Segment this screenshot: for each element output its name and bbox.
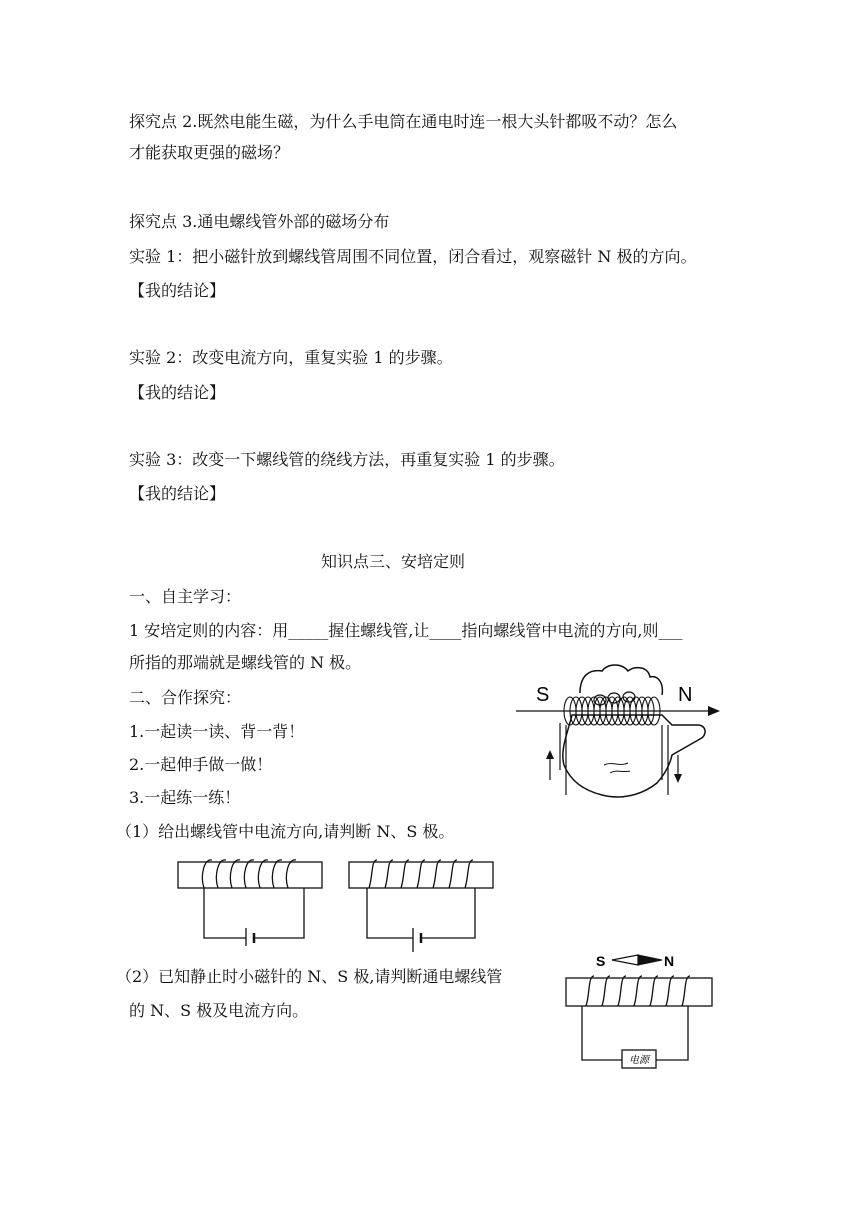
k3-rule-line1: 1 安培定则的内容：用_____握住螺线管,让____指向螺线管中电流的方向,则___ <box>129 621 683 640</box>
compass-s-label: S <box>596 953 606 969</box>
p3-conclusion2: 【我的结论】 <box>129 383 226 402</box>
solenoid-circuit-1 <box>176 856 326 946</box>
solenoid-core <box>566 978 712 1006</box>
compass-n-label: N <box>664 953 675 969</box>
k3-heading: 知识点三、安培定则 <box>321 552 466 571</box>
current-down-arrowhead <box>674 774 682 783</box>
circuit-wire <box>367 888 413 938</box>
current-up-arrowhead <box>546 750 554 759</box>
p3-exp2: 实验 2：改变电流方向，重复实验 1 的步骤。 <box>129 348 453 367</box>
compass-needle-n <box>638 955 662 965</box>
right-hand-rule-figure <box>512 655 730 803</box>
p2-line2: 才能获取更强的磁场？ <box>129 143 290 162</box>
circuit-wire <box>421 888 475 938</box>
power-source-label: 电源 <box>629 1055 649 1066</box>
circuit-wire <box>656 1006 688 1060</box>
p3-exp3: 实验 3：改变一下螺线管的绕线方法，再重复实验 1 的步骤。 <box>129 450 565 469</box>
k3-item2: 2.一起伸手做一做！ <box>129 755 273 774</box>
circuit-wire <box>204 888 246 938</box>
hand-outline <box>563 715 705 797</box>
hand-s-label: S <box>536 684 550 706</box>
k3-item3: 3.一起练一练！ <box>129 788 241 807</box>
p3-exp1: 实验 1：把小磁针放到螺线管周围不同位置，闭合看过，观察磁针 N 极的方向。 <box>129 247 697 266</box>
k3-self-study: 一、自主学习： <box>129 587 242 606</box>
p3-conclusion3: 【我的结论】 <box>129 484 226 503</box>
p3-conclusion1: 【我的结论】 <box>129 281 226 300</box>
solenoid-circuit-2 <box>347 856 497 956</box>
k3-q2-line2: 的 N、S 极及电流方向。 <box>129 1001 309 1020</box>
p3-title: 探究点 3.通电螺线管外部的磁场分布 <box>129 212 390 231</box>
compass-solenoid-figure <box>560 948 720 1074</box>
k3-q1: （1）给出螺线管中电流方向,请判断 N、S 极。 <box>116 822 455 841</box>
k3-item1: 1.一起读一读、背一背！ <box>129 722 305 741</box>
p2-line1: 探究点 2.既然电能生磁，为什么手电筒在通电时连一根大头针都吸不动？怎么 <box>129 112 678 131</box>
hand-n-label: N <box>678 684 693 706</box>
axis-arrowhead <box>708 706 720 716</box>
k3-q2-line1: （2）已知静止时小磁针的 N、S 极,请判断通电螺线管 <box>116 967 503 986</box>
k3-rule-line2: 所指的那端就是螺线管的 N 极。 <box>129 653 362 672</box>
fingers-outline <box>580 665 662 695</box>
circuit-wire <box>254 888 304 938</box>
k3-coop: 二、合作探究： <box>129 688 242 707</box>
solenoid-core <box>178 862 322 888</box>
circuit-wire <box>582 1006 622 1060</box>
compass-needle-s <box>612 955 638 965</box>
